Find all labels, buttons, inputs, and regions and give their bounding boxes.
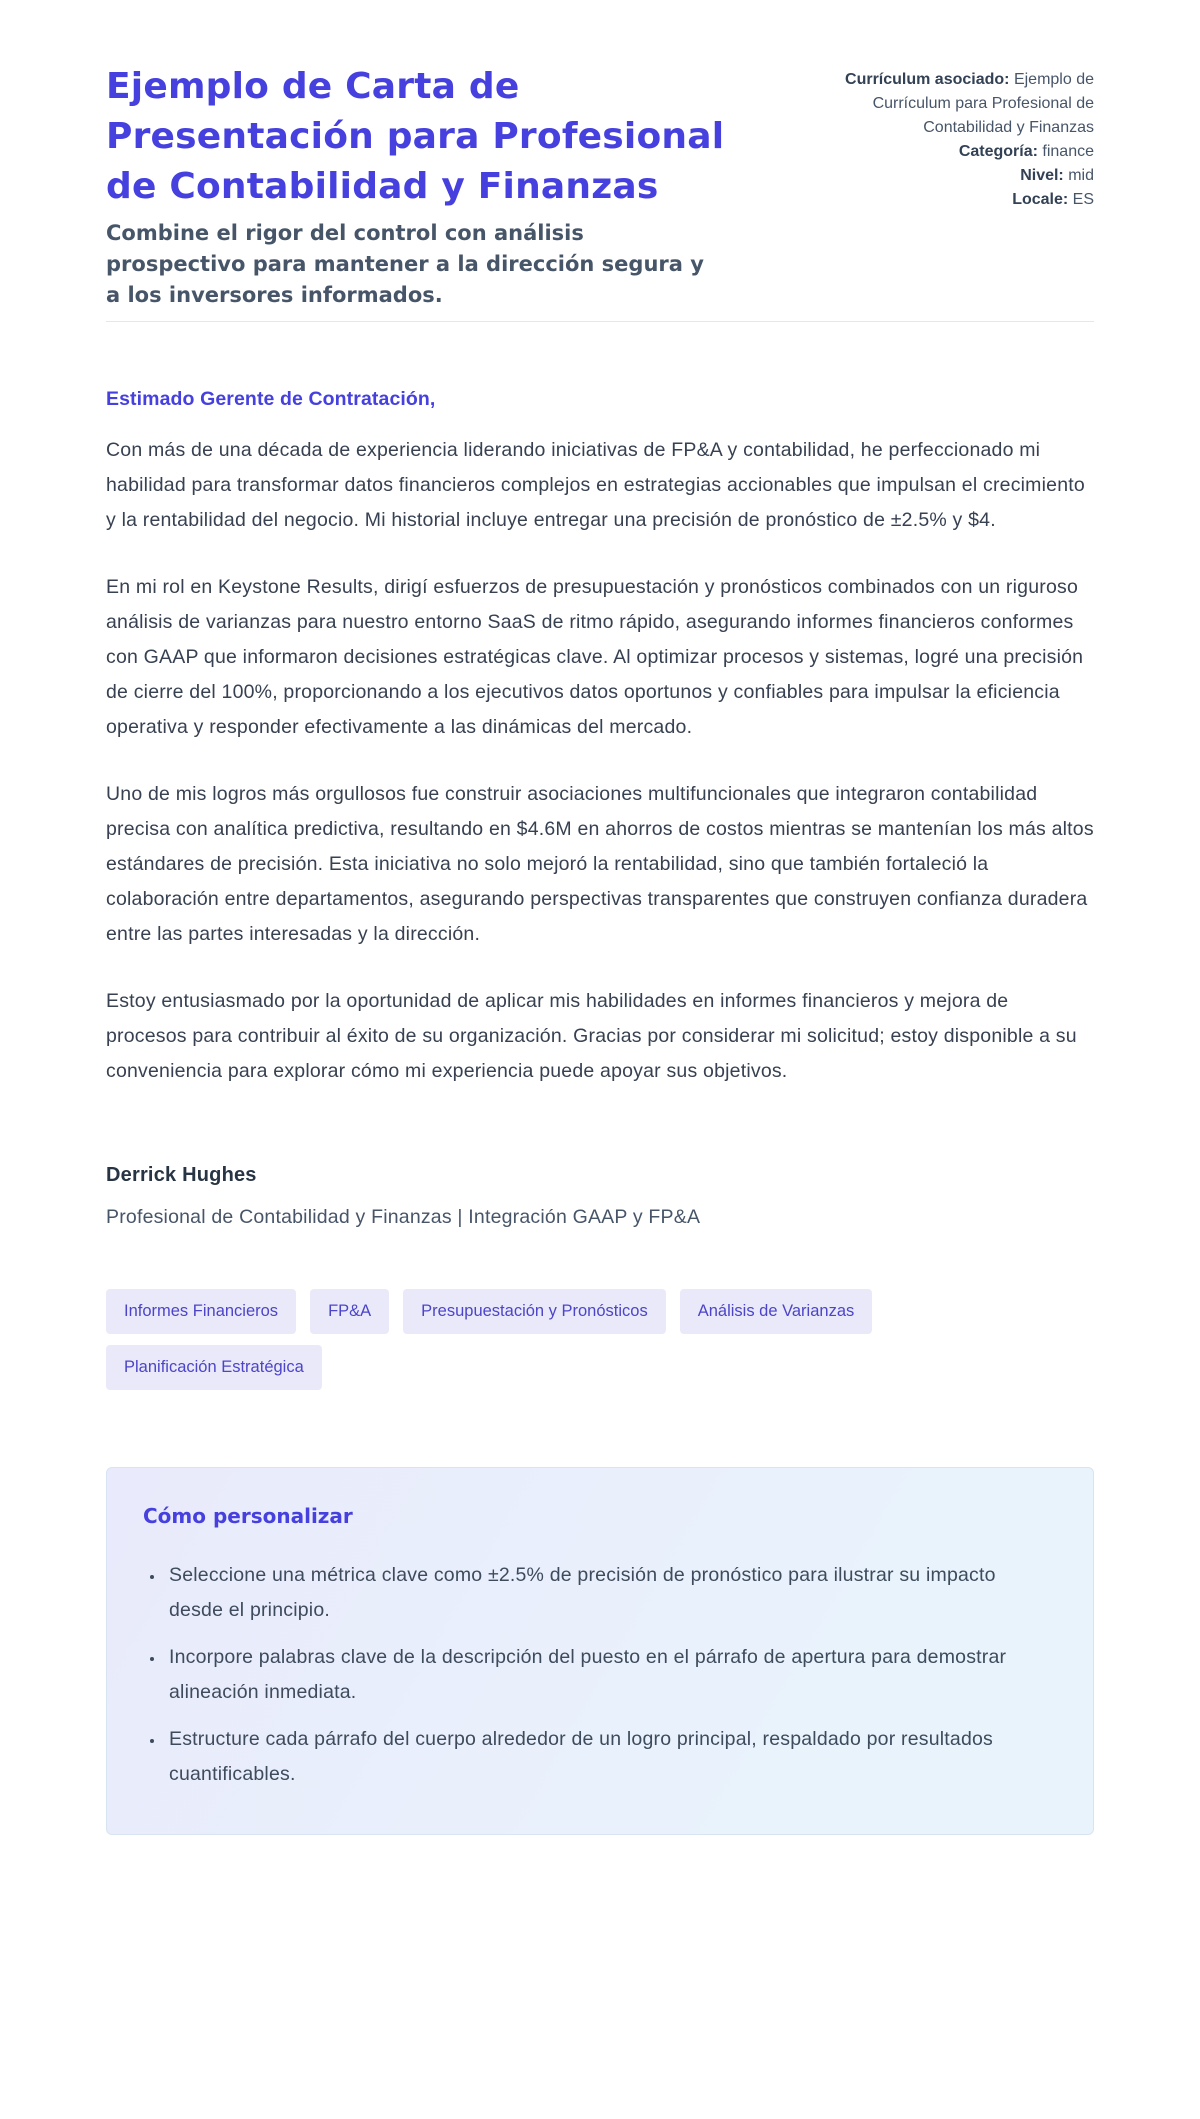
signature-role: Profesional de Contabilidad y Finanzas | Integración GAAP y FP&A (106, 1206, 701, 1228)
meta-label: Locale: (1012, 191, 1069, 208)
page-subtitle: Combine el rigor del control con análisis prospectivo para mantener a la dirección segura y a los inversores informados. (106, 221, 704, 307)
letter-body (106, 382, 1094, 1231)
meta-row-category (784, 140, 1094, 164)
letter-paragraph: Con más de una década de experiencia liderando iniciativas de FP&A y contabilidad, he perfeccionado mi habilidad para transformar datos financieros complejos en estrategias accionables que impulsan el crecimiento y la rentabilidad del negocio. Mi historial incluye entregar una precisión de pronóstico de ±2.5% y $4. (106, 439, 1085, 531)
meta-panel (784, 62, 1094, 212)
meta-row-locale (784, 188, 1094, 212)
meta-row-level (784, 164, 1094, 188)
letter-paragraph: En mi rol en Keystone Results, dirigí esfuerzos de presupuestación y pronósticos combinados con un riguroso análisis de varianzas para nuestro entorno SaaS de ritmo rápido, asegurando informes financieros conformes con GAAP que informaron decisiones estratégicas clave. Al optimizar procesos y sistemas, logré una precisión de cierre del 100%, proporcionando a los ejecutivos datos oportunos y confiables para impulsar la eficiencia operativa y responder efectivamente a las dinámicas del mercado. (106, 576, 1084, 738)
header-title-block (106, 62, 746, 311)
signature-block (106, 1161, 1094, 1231)
greeting: Estimado Gerente de Contratación, (106, 388, 436, 410)
meta-value: finance (1042, 143, 1094, 160)
page-header (106, 62, 1094, 311)
skill-tag: Planificación Estratégica (106, 1345, 322, 1390)
skill-tag: FP&A (310, 1289, 389, 1334)
skill-tags (106, 1289, 1094, 1390)
meta-row-associated-resume (784, 68, 1094, 140)
meta-value: mid (1068, 167, 1094, 184)
customize-tip: • Seleccione una métrica clave como ±2.5% de precisión de pronóstico para ilustrar su impacto desde el principio. (165, 1558, 1053, 1628)
customize-callout (106, 1467, 1094, 1835)
skill-tag: Análisis de Varianzas (680, 1289, 873, 1334)
customize-tip: • Incorpore palabras clave de la descripción del puesto en el párrafo de apertura para demostrar alineación inmediata. (165, 1640, 1053, 1710)
meta-value: ES (1072, 191, 1094, 208)
letter-paragraph: Uno de mis logros más orgullosos fue construir asociaciones multifuncionales que integraron contabilidad precisa con analítica predictiva, resultando en $4.6M en ahorros de costos mientras se mantenían los más altos estándares de precisión. Esta iniciativa no solo mejoró la rentabilidad, sino que también fortaleció la colaboración entre departamentos, asegurando perspectivas transparentes que construyen confianza duradera entre las partes interesadas y la dirección. (106, 783, 1094, 945)
meta-value: Ejemplo de Currículum para Profesional de Contabilidad y Finanzas (872, 71, 1094, 136)
cover-letter-page (106, 0, 1094, 1835)
customize-tip: • Estructure cada párrafo del cuerpo alrededor de un logro principal, respaldado por resultados cuantificables. (165, 1722, 1053, 1792)
meta-label: Nivel: (1020, 167, 1064, 184)
letter-paragraph: Estoy entusiasmado por la oportunidad de aplicar mis habilidades en informes financieros y mejora de procesos para contribuir al éxito de su organización. Gracias por considerar mi solicitud; estoy disponible a su conveniencia para explorar cómo mi experiencia puede apoyar sus objetivos. (106, 990, 1077, 1082)
customize-title: Cómo personalizar (143, 1504, 353, 1528)
skill-tag: Presupuestación y Pronósticos (403, 1289, 666, 1334)
customize-tip-list (143, 1558, 1053, 1792)
skill-tag: Informes Financieros (106, 1289, 296, 1334)
signature-name: Derrick Hughes (106, 1164, 257, 1186)
divider (106, 321, 1094, 322)
meta-label: Categoría: (958, 143, 1038, 160)
meta-label: Currículum asociado: (845, 71, 1010, 88)
page-title: Ejemplo de Carta de Presentación para Profesional de Contabilidad y Finanzas (106, 66, 725, 207)
